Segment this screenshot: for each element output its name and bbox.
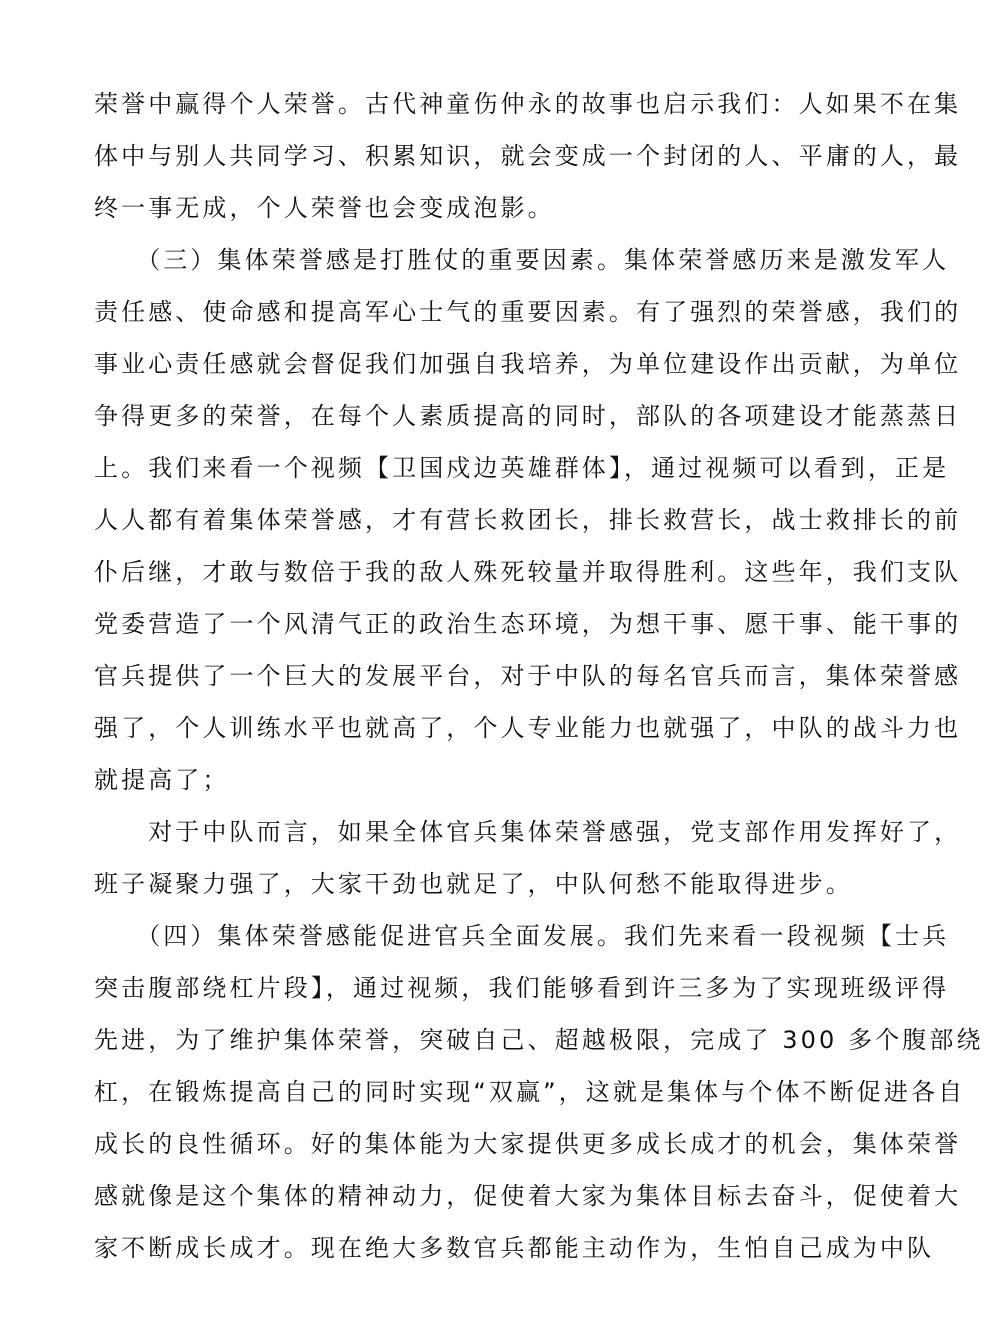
text-line: 杠，在锻炼提高自己的同时实现“双赢”，这就是集体与个体不断促进各自 — [94, 1078, 966, 1106]
text-line: 仆后继，才敢与数倍于我的敌人殊死较量并取得胜利。这些年，我们支队 — [94, 558, 962, 586]
text-line: 突击腹部绕杠片段】，通过视频，我们能够看到许三多为了实现班级评得 — [94, 974, 950, 1002]
text-line: 争得更多的荣誉，在每个人素质提高的同时，部队的各项建设才能蒸蒸日 — [94, 402, 962, 430]
text-line: （四）集体荣誉感能促进官兵全面发展。我们先来看一段视频【士兵 — [94, 922, 950, 950]
text-line: 体中与别人共同学习、积累知识，就会变成一个封闭的人、平庸的人，最 — [94, 142, 962, 170]
text-line: 成长的良性循环。好的集体能为大家提供更多成长成才的机会，集体荣誉 — [94, 1130, 962, 1158]
text-line: 家不断成长成才。现在绝大多数官兵都能主动作为，生怕自己成为中队 — [94, 1234, 935, 1262]
text-line: 党委营造了一个风清气正的政治生态环境，为想干事、愿干事、能干事的 — [94, 610, 962, 638]
document-body — [94, 78, 984, 1274]
text-line: 上。我们来看一个视频【卫国戍边英雄群体】，通过视频可以看到，正是 — [94, 454, 950, 482]
text-line: 对于中队而言，如果全体官兵集体荣誉感强，党支部作用发挥好了， — [94, 818, 962, 846]
text-line: 先进，为了维护集体荣誉，突破自己、超越极限，完成了 300 多个腹部绕 — [94, 1026, 984, 1054]
text-line: 终一事无成，个人荣誉也会变成泡影。 — [94, 194, 555, 222]
text-line: 就提高了； — [94, 766, 230, 794]
text-line: 感就像是这个集体的精神动力，促使着大家为集体目标去奋斗，促使着大 — [94, 1182, 962, 1210]
text-line: 班子凝聚力强了，大家干劲也就足了，中队何愁不能取得进步。 — [94, 870, 853, 898]
text-line: （三）集体荣誉感是打胜仗的重要因素。集体荣誉感历来是激发军人 — [94, 246, 950, 274]
text-line: 官兵提供了一个巨大的发展平台，对于中队的每名官兵而言，集体荣誉感 — [94, 662, 962, 690]
text-line: 强了，个人训练水平也就高了，个人专业能力也就强了，中队的战斗力也 — [94, 714, 962, 742]
text-line: 责任感、使命感和提高军心士气的重要因素。有了强烈的荣誉感，我们的 — [94, 298, 962, 326]
text-line: 荣誉中赢得个人荣誉。古代神童伤仲永的故事也启示我们：人如果不在集 — [94, 90, 962, 118]
text-line: 事业心责任感就会督促我们加强自我培养，为单位建设作出贡献，为单位 — [94, 350, 962, 378]
text-line: 人人都有着集体荣誉感，才有营长救团长，排长救营长，战士救排长的前 — [94, 506, 962, 534]
